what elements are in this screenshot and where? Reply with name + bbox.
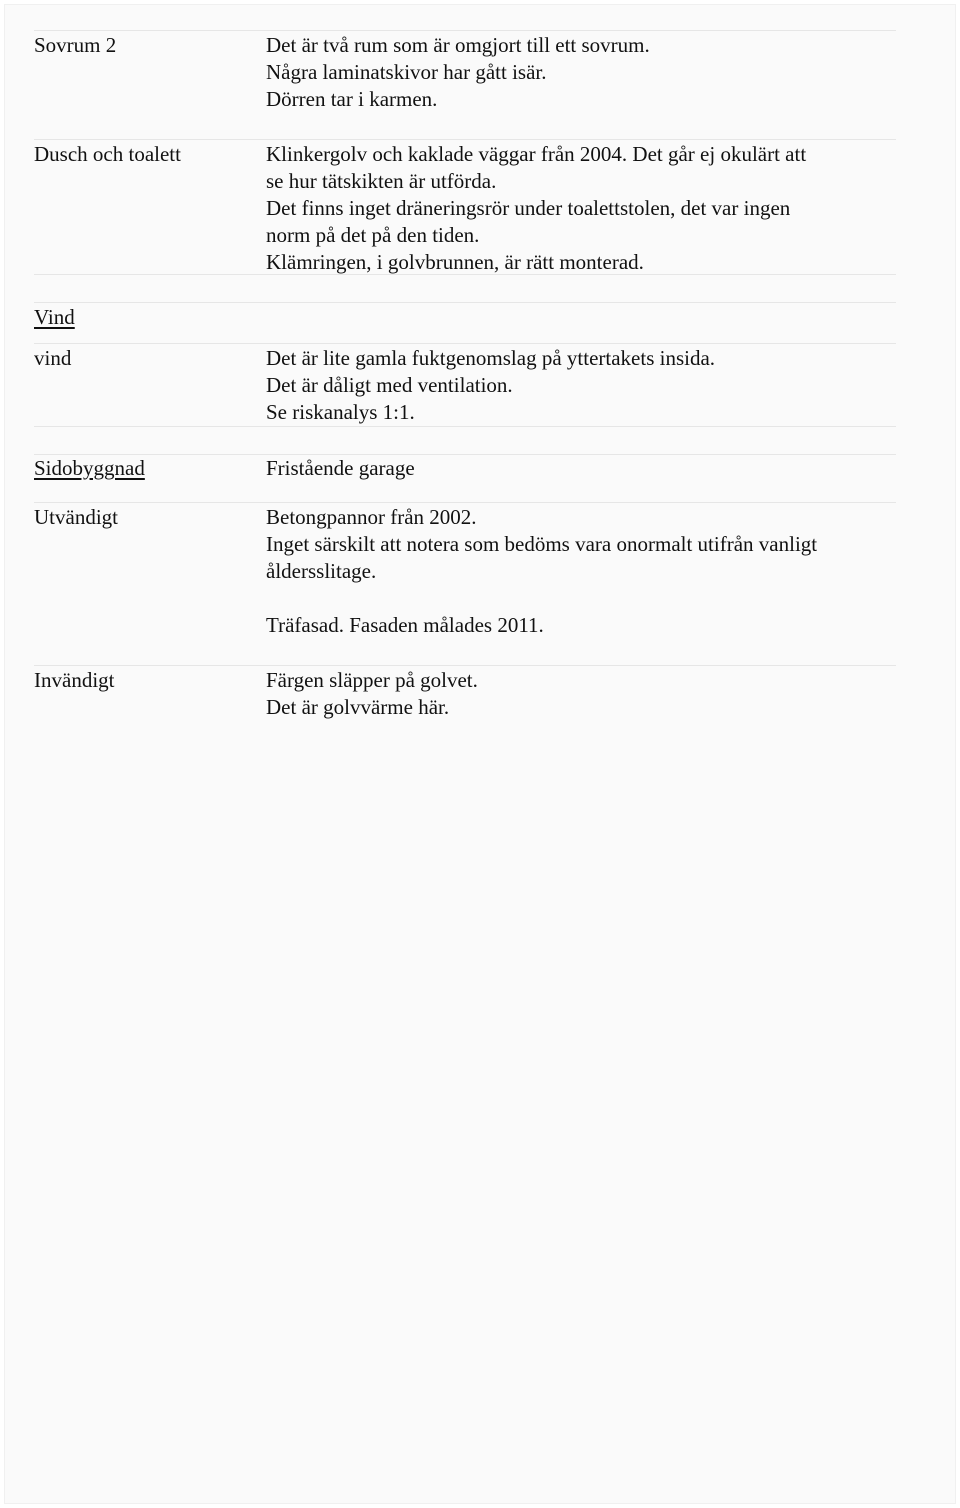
description-line: Klämringen, i golvbrunnen, är rätt monterad.: [266, 250, 644, 274]
description-line: Det är dåligt med ventilation.: [266, 373, 513, 397]
row-description: [266, 612, 896, 639]
description-line: Inget särskilt att notera som bedöms vara onormalt utifrån vanligt: [266, 532, 818, 556]
description-line: Träfasad. Fasaden målades 2011.: [266, 613, 544, 637]
description-line: Några laminatskivor har gått isär.: [266, 60, 547, 84]
description-line: åldersslitage.: [266, 559, 377, 583]
description-line: se hur tätskikten är utförda.: [266, 169, 497, 193]
description-line: Det är lite gamla fuktgenomslag på yttertakets insida.: [266, 346, 716, 370]
row-divider: [34, 426, 896, 427]
description-line: Det finns inget dräneringsrör under toalettstolen, det var ingen: [266, 196, 791, 220]
row-divider: [34, 665, 896, 666]
section-heading: Vind: [34, 305, 75, 329]
section-heading: Sidobyggnad: [34, 456, 145, 480]
row-divider: [34, 343, 896, 344]
description-line: Färgen släpper på golvet.: [266, 668, 478, 692]
description-line: Dörren tar i karmen.: [266, 87, 438, 111]
row-label: Dusch och toalett: [34, 142, 181, 166]
description-line: Se riskanalys 1:1.: [266, 400, 415, 424]
document-page: [4, 4, 956, 1504]
description-line: Klinkergolv och kaklade väggar från 2004. Det går ej okulärt att: [266, 142, 807, 166]
description-line: Det är två rum som är omgjort till ett sovrum.: [266, 33, 650, 57]
row-description: [266, 345, 896, 426]
row-divider: [34, 302, 896, 303]
row-label: Utvändigt: [34, 505, 118, 529]
description-line: Fristående garage: [266, 456, 415, 480]
row-label: Sovrum 2: [34, 33, 117, 57]
row-description: [266, 141, 896, 276]
row-description: [266, 504, 896, 585]
row-divider: [34, 139, 896, 140]
row-description: [266, 455, 896, 482]
row-description: [266, 32, 896, 113]
row-description: [266, 667, 896, 721]
row-divider: [34, 30, 896, 31]
row-label: vind: [34, 346, 72, 370]
description-line: Betongpannor från 2002.: [266, 505, 477, 529]
row-divider: [34, 502, 896, 503]
row-label: Invändigt: [34, 668, 115, 692]
description-line: Det är golvvärme här.: [266, 695, 450, 719]
row-divider: [34, 274, 896, 275]
description-line: norm på det på den tiden.: [266, 223, 480, 247]
